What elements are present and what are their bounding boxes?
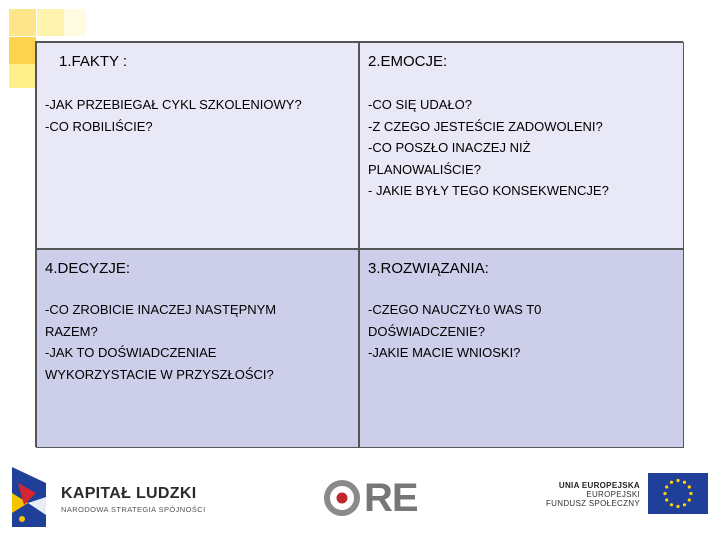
eu-flag-icon bbox=[648, 473, 708, 514]
cell-heading: 2.EMOCJE: bbox=[368, 53, 448, 70]
reflection-grid bbox=[35, 41, 683, 447]
cell-body: -CZEGO NAUCZYŁ0 WAS T0 DOŚWIADCZENIE? -JAKIE MACIE WNIOSKI? bbox=[368, 302, 542, 360]
cell-body: -CO ZROBICIE INACZEJ NASTĘPNYM RAZEM? -JAK TO DOŚWIADCZENIAE WYKORZYSTACIE W PRZYSZŁOŚCI? bbox=[45, 302, 277, 382]
decor-square bbox=[37, 9, 64, 36]
cell-emocje bbox=[359, 42, 684, 249]
eu-line2: EUROPEJSKI bbox=[586, 490, 640, 499]
decor-square bbox=[9, 9, 36, 36]
cell-body: -JAK PRZEBIEGAŁ CYKL SZKOLENIOWY? -CO ROBILIŚCIE? bbox=[45, 97, 302, 134]
cell-fakty bbox=[36, 42, 359, 249]
ore-o-icon bbox=[322, 478, 362, 518]
cell-heading: 1.FAKTY : bbox=[59, 53, 128, 70]
decor-square bbox=[9, 37, 36, 64]
eu-line3: FUNDUSZ SPOŁECZNY bbox=[546, 499, 640, 508]
kapital-ludzki-title: KAPITAŁ LUDZKI bbox=[61, 485, 197, 502]
decor-square bbox=[9, 64, 36, 88]
ore-logo bbox=[322, 476, 418, 520]
cell-decyzje bbox=[36, 249, 359, 448]
eu-line1: UNIA EUROPEJSKA bbox=[558, 481, 640, 490]
decor-square bbox=[64, 9, 86, 36]
kapital-ludzki-logo bbox=[8, 463, 50, 531]
cell-heading: 3.ROZWIĄZANIA: bbox=[368, 260, 489, 277]
kapital-ludzki-subtitle: NARODOWA STRATEGIA SPÓJNOŚCI bbox=[61, 505, 206, 514]
cell-rozwiazania bbox=[359, 249, 684, 448]
logo-footer bbox=[0, 455, 720, 540]
ore-text: RE bbox=[364, 476, 418, 520]
cell-body: -CO SIĘ UDAŁO? -Z CZEGO JESTEŚCIE ZADOWOLENI? -CO POSZŁO INACZEJ NIŻ PLANOWALIŚCIE? - JAKIE BYŁY TEGO KONSEKWENCJE? bbox=[368, 97, 609, 198]
eu-label bbox=[546, 481, 640, 508]
cell-heading: 4.DECYZJE: bbox=[45, 260, 131, 277]
